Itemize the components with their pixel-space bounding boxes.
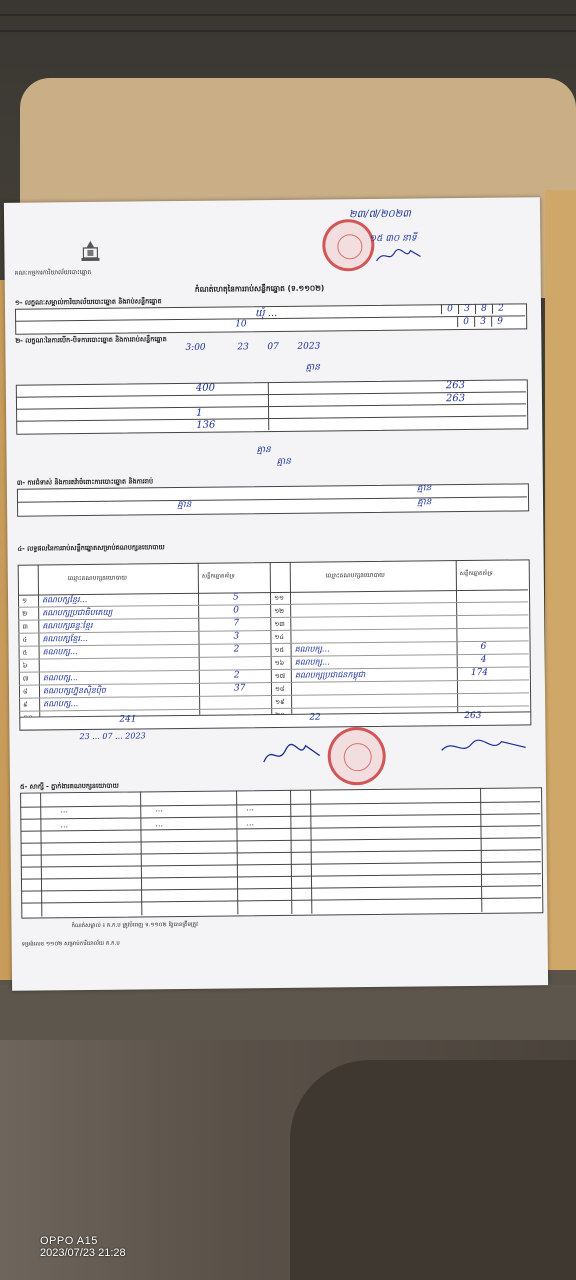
section-3-title: ៣- ការជំទាស់ និងការតវ៉ាចំពោះការបោះឆ្នោត និងការរាប់: [16, 477, 154, 487]
close-time: 3:00: [185, 342, 206, 353]
handwritten-date: ២៣/៧/២០២៣: [348, 208, 411, 221]
witness-2-party: ...: [155, 819, 164, 829]
result-row: ៧ គណបក្ស... 2: [19, 670, 271, 686]
result-row: ៤ គណបក្សខ្មែរ... 3: [18, 631, 270, 647]
office-code: 0 3 8 2: [441, 304, 509, 315]
party-header-left: ឈ្មោះគណបក្សនយោបាយ: [67, 574, 127, 583]
witness-1-party: ...: [155, 804, 163, 814]
witness-2-name: ...: [60, 820, 69, 830]
kingdom-emblem-icon: [78, 240, 102, 264]
total-all: 263: [464, 710, 482, 722]
signature-top: [374, 246, 424, 265]
result-row: ១៥ គណបក្ស... 6: [271, 641, 529, 657]
result-row: ១៩: [271, 693, 529, 709]
close-year: 2023: [297, 341, 321, 352]
count-unused: 1: [196, 407, 203, 419]
note-none-3: គ្មាន: [276, 456, 291, 467]
header-org: គណៈកម្មការការិយាល័យបោះឆ្នោត: [14, 268, 92, 277]
witness-1-name: ...: [60, 805, 68, 815]
footer-note: កំណត់សម្គាល់ ៖ គ.ក.ប ត្រូវបំពេញ ទ.១១០២ ឱ្យបានត្រឹមត្រូវ: [71, 921, 198, 930]
result-row: ៩ គណបក្ស...: [19, 696, 271, 712]
device-model: OPPO A15: [40, 1235, 98, 1247]
section-2-title: ២- លក្ខណៈនៃការបើក-បិទការបោះឆ្នោត និងការរាប់សន្លឹកឆ្នោត: [15, 335, 167, 345]
result-row: ១៨: [271, 680, 529, 696]
count-ballots-received: 263: [445, 380, 465, 392]
note-none-1: គ្មាន: [305, 362, 320, 373]
section-5-title: ៥- សាក្សី - ភ្នាក់ងារគណបក្សនយោបាយ: [19, 781, 119, 791]
section-4-title: ៤- លទ្ធផលនៃការរាប់សន្លឹកឆ្នោតសម្រាប់គណបក្សនយោបាយ: [17, 543, 165, 553]
signature-chair: [260, 739, 330, 770]
note-none-5: គ្មាន: [416, 497, 432, 508]
result-row: ១៣: [270, 615, 528, 631]
form-title: កំណត់ហេតុនៃការរាប់សន្លឹកឆ្នោត (ទ.១១០២): [194, 283, 325, 294]
official-stamp-top: [322, 219, 375, 272]
camera-watermark: [40, 1235, 126, 1259]
result-row: ១៦ គណបក្ស... 4: [271, 654, 529, 670]
note-none-2: គ្មាន: [256, 445, 271, 456]
result-row: ១ គណបក្សខ្មែរ... 5: [18, 592, 270, 608]
total-invalid: 22: [309, 712, 321, 723]
result-row: ៦: [19, 657, 271, 673]
votes-header-right: សន្លឹកឆ្នោតគាំទ្រ: [459, 570, 493, 578]
cloth-fold: [290, 1060, 576, 1280]
section-1-title: ១- លក្ខណៈសម្គាល់ការិយាល័យបោះឆ្នោត និងរាប់សន្លឹកឆ្នោត: [14, 297, 162, 307]
handwritten-time: ១៥ ៣០ នាទី: [369, 233, 417, 245]
result-row: ៣ គណបក្សឆន្ទៈខ្មែរ 7: [18, 618, 270, 634]
results-right-rows: [270, 589, 529, 721]
result-row: ២ គណបក្សប្រជាធិបតេយ្យ 0: [18, 605, 270, 621]
close-day: 23: [237, 342, 249, 353]
result-row: ១៤: [270, 628, 528, 644]
count-ballots-cast: 263: [445, 393, 466, 405]
note-none-4: គ្មាន: [416, 483, 432, 494]
form-document: [4, 197, 548, 991]
result-row: ១១: [270, 589, 528, 605]
count-spoiled: 136: [196, 419, 216, 431]
table-surface: [0, 985, 576, 1045]
signed-date: 23 ... 07 ... 2023: [79, 731, 146, 742]
envelope-side: [545, 190, 576, 970]
party-header-right: ឈ្មោះគណបក្សនយោបាយ: [325, 571, 385, 580]
capture-datetime: 2023/07/23 21:28: [40, 1247, 126, 1259]
result-row: ១៧ គណបក្សប្រជាជនកម្ពុជា 174: [271, 667, 529, 683]
result-row: ១២: [270, 602, 528, 618]
note-none-6: គ្មាន: [177, 499, 192, 511]
result-row: ៥ គណបក្ស... 2: [19, 644, 271, 660]
witness-2-signature: ...: [246, 818, 255, 828]
witness-1-signature: ...: [246, 803, 254, 813]
official-stamp-bottom: [327, 727, 386, 786]
office-code-2: 0 3 9: [457, 317, 508, 328]
close-month: 07: [267, 341, 279, 353]
total-valid: 241: [119, 714, 137, 725]
signature-secretary: [439, 735, 529, 758]
office-number: 10: [235, 319, 247, 330]
votes-header-left: សន្លឹកឆ្នោតគាំទ្រ: [201, 573, 235, 580]
election-form-paper: [4, 197, 548, 991]
footer-note-2: ទម្រង់លេខ ១១០២ សម្រាប់ការិយាល័យ គ.ក.ប: [21, 940, 120, 948]
result-row: ៨ គណបក្សហ្វ៊ុនស៊ិនប៉ិច 37: [19, 683, 271, 699]
commune-name: ឃុំ ...: [255, 307, 278, 320]
results-left-rows: [18, 592, 271, 724]
count-registered: 400: [195, 382, 215, 394]
